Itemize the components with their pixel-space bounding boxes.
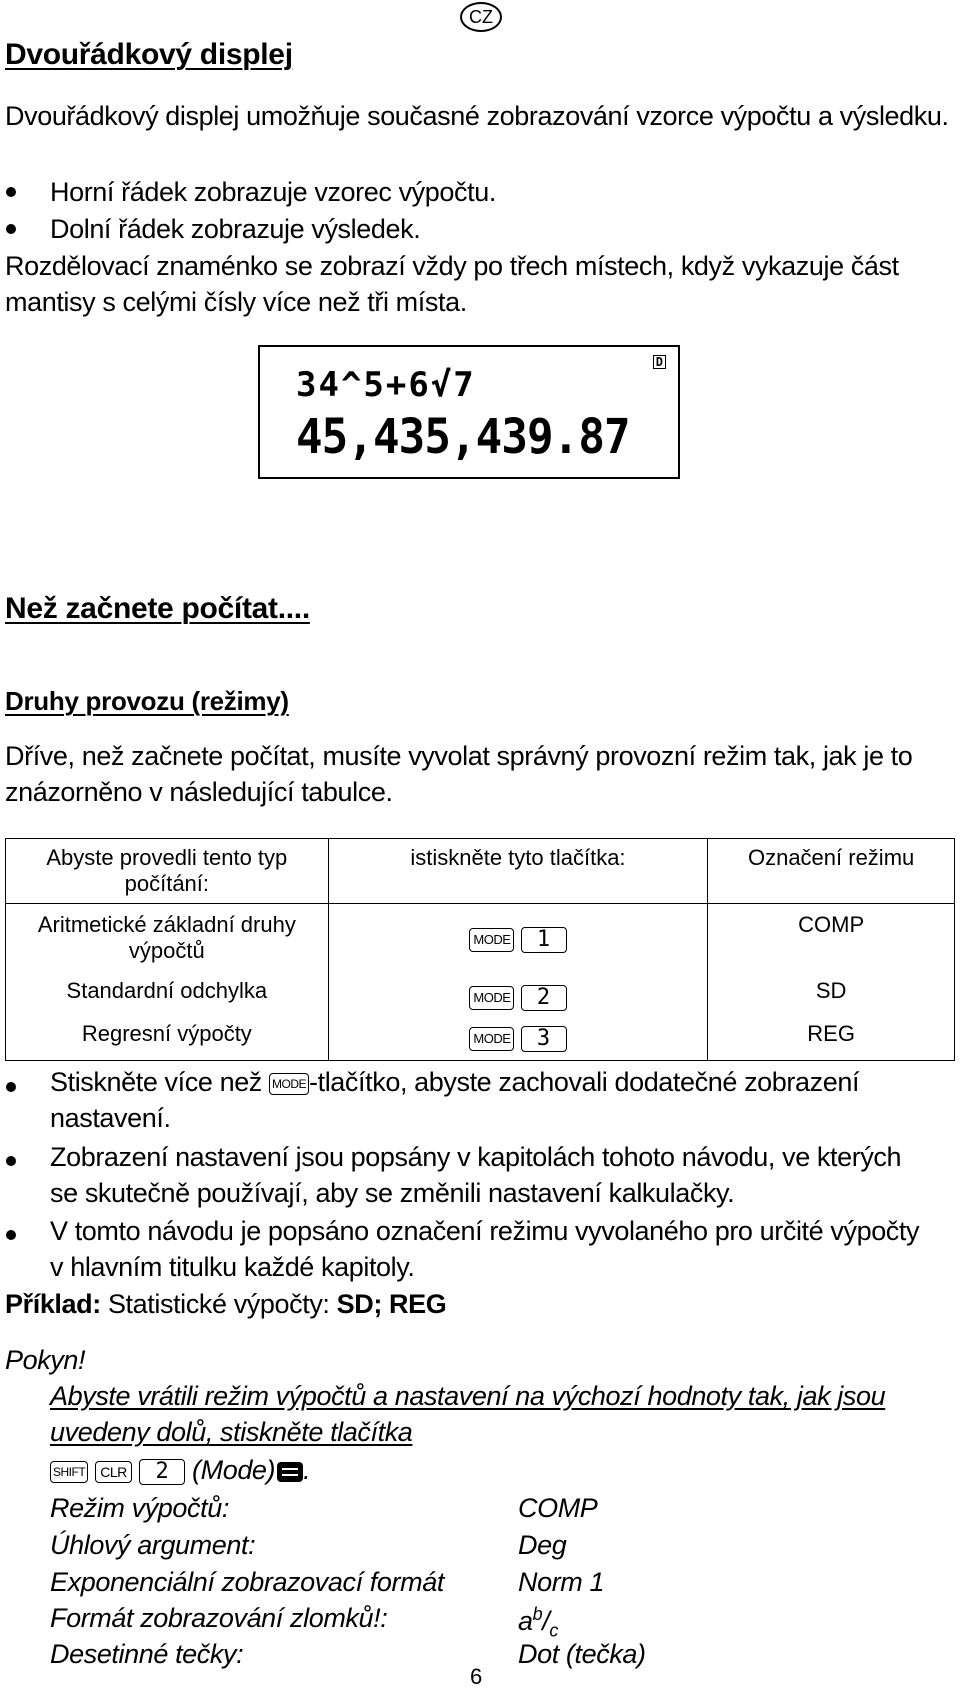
section-title-before-start: Než začnete počítat....	[5, 592, 310, 625]
table-header-row	[6, 839, 955, 904]
example-label: Příklad:	[5, 1289, 101, 1319]
display-intro: Dvouřádkový displej umožňuje současné zobrazování vzorce výpočtu a výsledku.	[5, 101, 949, 131]
setting-name: Exponenciální zobrazovací formát	[50, 1567, 444, 1597]
example-text: Statistické výpočty:	[100, 1289, 337, 1319]
country-badge	[460, 2, 502, 32]
modes-table	[5, 838, 955, 1061]
mode-key-inline: MODE	[269, 1073, 309, 1095]
shift-key: SHIFT	[50, 1461, 88, 1483]
mode-type-cell: Regresní výpočty	[6, 1015, 329, 1061]
table-row	[6, 970, 955, 1015]
lcd-indicator: D	[653, 355, 666, 369]
fraction-b: b	[532, 1604, 543, 1624]
setting-name: Desetinné tečky:	[50, 1639, 244, 1669]
section-title-display: Dvouřádkový displej	[5, 38, 293, 71]
note-mode-designation: V tomto návodu je popsáno označení režimu vyvolaného pro určité výpočty v hlavním titulku každé kapitoly.	[50, 1216, 920, 1282]
lcd-top-line: 34^5+6√7	[296, 365, 476, 405]
note-text: -tlačítko, abyste zachovali dodatečné zobrazení nastavení.	[50, 1067, 860, 1133]
fraction-a: a	[518, 1606, 533, 1636]
mode-keys-cell	[328, 970, 708, 1015]
digit-key	[521, 927, 567, 953]
table-row	[6, 904, 955, 971]
country-code: CZ	[469, 7, 493, 27]
setting-value: Dot (tečka)	[518, 1639, 646, 1669]
mode-label-cell: SD	[708, 970, 955, 1015]
pokyn-title: Pokyn!	[5, 1345, 86, 1375]
modes-intro: Dříve, než začnete počítat, musíte vyvolat správný provozní režim tak, jak je to znázorněno v následující tabulce.	[5, 741, 913, 807]
mode-key: MODE	[469, 928, 514, 952]
setting-value: COMP	[518, 1493, 598, 1523]
bullet-dot	[6, 224, 16, 234]
period: .	[303, 1455, 311, 1485]
table-row	[6, 1015, 955, 1061]
bullet-text-top-line: Horní řádek zobrazuje vzorec výpočtu.	[50, 177, 496, 207]
lcd-bottom-line: 45,435,439.87	[296, 409, 630, 465]
mode-label-cell: COMP	[708, 904, 955, 971]
fraction-c: c	[549, 1620, 558, 1641]
digit-key-label: 1	[536, 927, 551, 953]
pokyn-keys-line	[50, 1452, 310, 1488]
setting-name: Režim výpočtů:	[50, 1493, 229, 1523]
mode-type-cell: Aritmetické základní druhy výpočtů	[6, 904, 329, 971]
digit-key	[139, 1459, 185, 1485]
example-modes: SD; REG	[336, 1289, 447, 1319]
mode-keys-cell	[328, 904, 708, 971]
digit-key-label: 2	[536, 985, 551, 1011]
pokyn-text: Abyste vrátili režim výpočtů a nastavení na výchozí hodnoty tak, jak jsou uvedeny dolů, stiskněte tlačítka	[50, 1381, 886, 1447]
bullet-dot	[6, 187, 16, 197]
table-header: Abyste provedli tento typ počítání:	[6, 839, 329, 904]
equals-key-icon	[277, 1462, 303, 1482]
separator-note: Rozdělovací znaménko se zobrazí vždy po třech místech, když vykazuje část mantisy s celými čísly více než tři místa.	[5, 251, 899, 317]
page-number: 6	[470, 1664, 483, 1689]
table-header: Označení režimu	[708, 839, 955, 904]
digit-key-label: 3	[536, 1026, 551, 1052]
setting-name: Úhlový argument:	[50, 1530, 256, 1560]
bullet-dot	[6, 1230, 16, 1240]
setting-value: Deg	[518, 1530, 567, 1560]
note-settings: Zobrazení nastavení jsou popsány v kapitolách tohoto návodu, ve kterých se skutečně používají, aby se změnili nastavení kalkulačky.	[50, 1142, 902, 1208]
section-subtitle-modes: Druhy provozu (režimy)	[5, 686, 289, 716]
clr-key: CLR	[95, 1461, 132, 1483]
mode-type-cell: Standardní odchylka	[6, 970, 329, 1015]
bullet-dot	[6, 1082, 16, 1092]
note-mode-key	[50, 1064, 930, 1136]
mode-label: (Mode)	[192, 1455, 276, 1485]
lcd-display	[258, 345, 680, 479]
fraction-slash: /	[542, 1606, 550, 1636]
bullet-dot	[6, 1156, 16, 1166]
mode-key: MODE	[469, 1027, 514, 1051]
setting-name: Formát zobrazování zlomků!:	[50, 1603, 388, 1633]
note-text: Stiskněte více než	[50, 1067, 270, 1097]
digit-key	[521, 985, 567, 1011]
digit-key-label: 2	[155, 1458, 169, 1484]
digit-key	[521, 1026, 567, 1052]
mode-key: MODE	[469, 986, 514, 1010]
example-line	[5, 1286, 446, 1322]
setting-value: Norm 1	[518, 1567, 605, 1597]
table-header: istiskněte tyto tlačítka:	[328, 839, 708, 904]
mode-keys-cell	[328, 1015, 708, 1061]
mode-label-cell: REG	[708, 1015, 955, 1061]
bullet-text-bottom-line: Dolní řádek zobrazuje výsledek.	[50, 214, 421, 244]
